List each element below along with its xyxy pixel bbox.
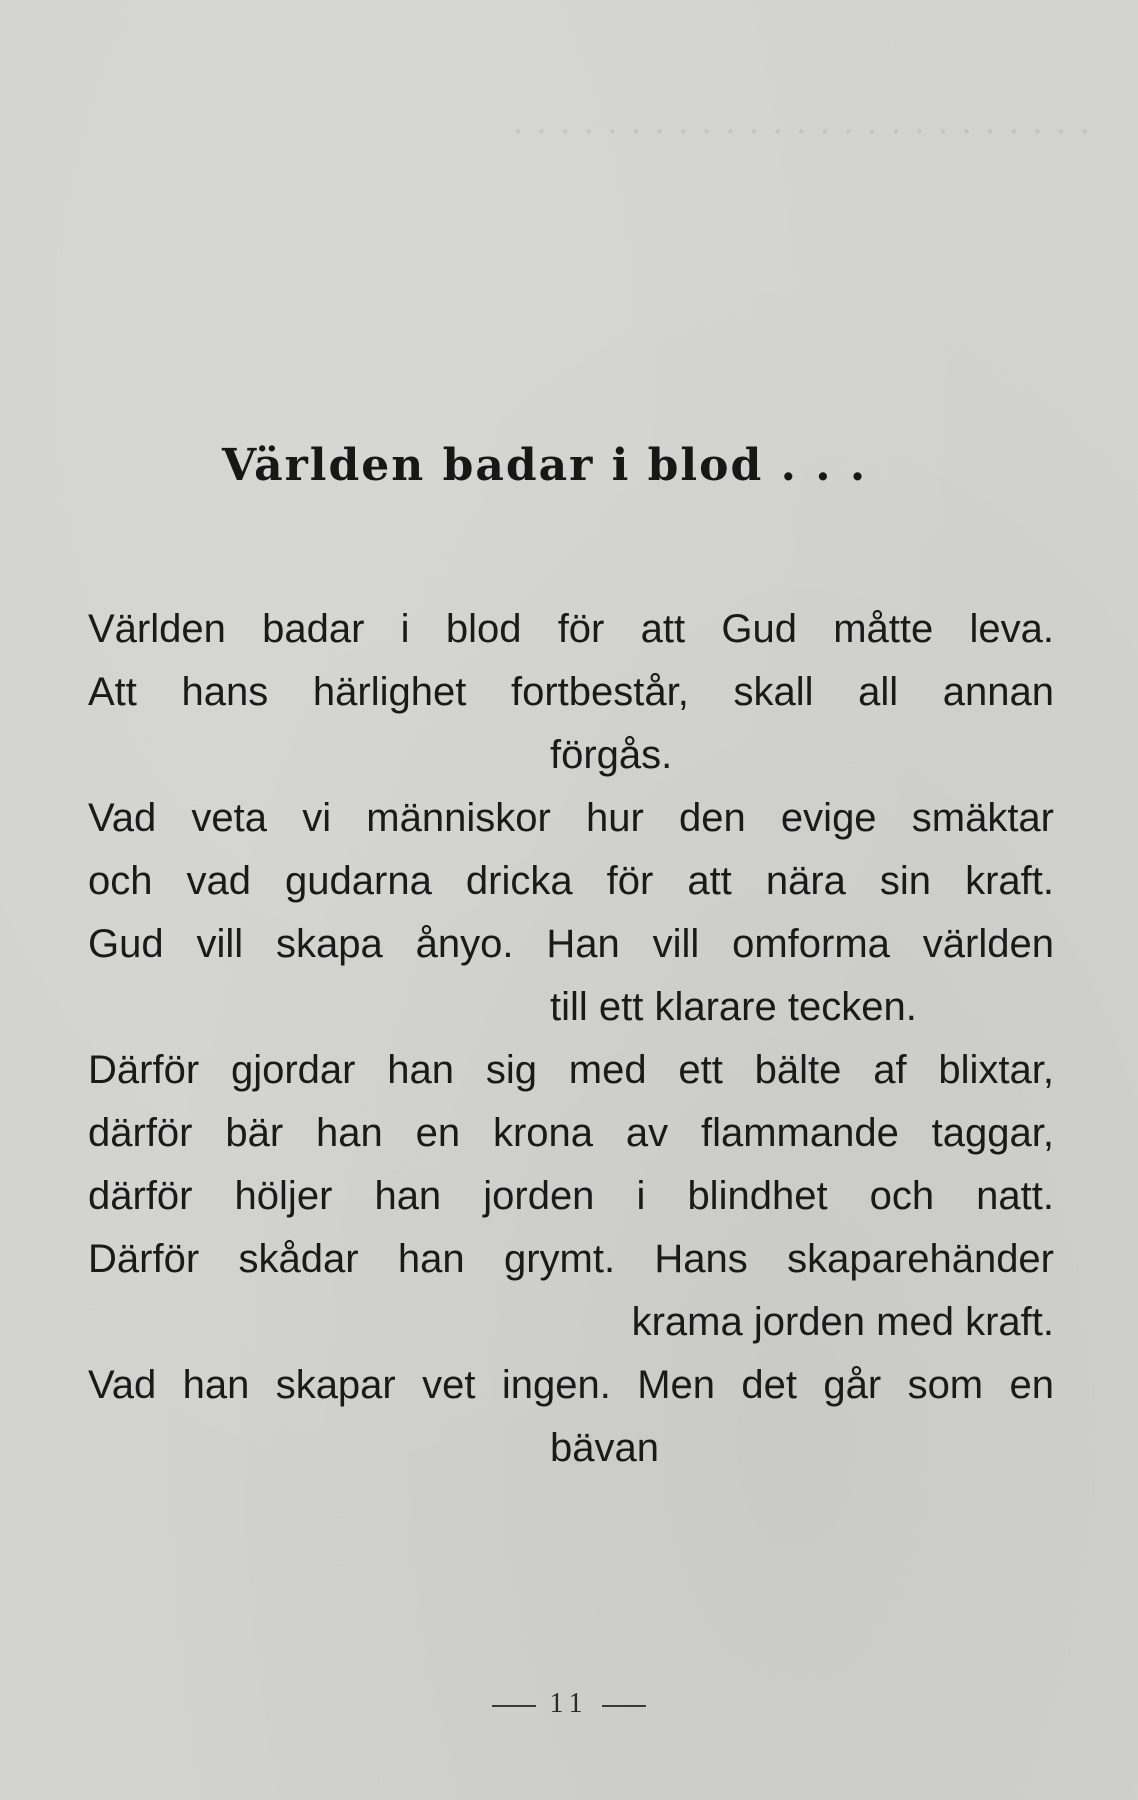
poem-line: därför bär han en krona av flammande taggar,: [88, 1111, 1054, 1155]
poem-line: bävan: [550, 1426, 659, 1470]
page-footer: [0, 1688, 1138, 1720]
show-through-text: · · · · · · · · · · · · · · · · · · · · · · · · ·: [511, 112, 1090, 152]
poem-line: därför höljer han jorden i blindhet och natt.: [88, 1174, 1054, 1218]
poem-line: till ett klarare tecken.: [550, 985, 917, 1029]
poem-line: krama jorden med kraft.: [631, 1300, 1054, 1344]
poem-line: Därför skådar han grymt. Hans skaparehänder: [88, 1237, 1054, 1281]
dash-right: [602, 1705, 646, 1707]
poem-line: Att hans härlighet fortbestår, skall all annan: [88, 670, 1054, 714]
poem-line: Gud vill skapa ånyo. Han vill omforma världen: [88, 922, 1054, 966]
dash-left: [492, 1705, 536, 1707]
poem-line: och vad gudarna dricka för att nära sin kraft.: [88, 859, 1054, 903]
poem-line: förgås.: [550, 733, 673, 777]
poem-body: [88, 598, 1054, 1480]
poem-line: Vad veta vi människor hur den evige smäktar: [88, 796, 1054, 840]
page-number: 11: [549, 1688, 589, 1719]
poem-line: Vad han skapar vet ingen. Men det går som en: [88, 1363, 1054, 1407]
poem-line: Världen badar i blod för att Gud måtte leva.: [88, 607, 1054, 651]
poem-line: Därför gjordar han sig med ett bälte af blixtar,: [88, 1048, 1054, 1092]
poem-title: Världen badar i blod . . .: [222, 440, 868, 491]
